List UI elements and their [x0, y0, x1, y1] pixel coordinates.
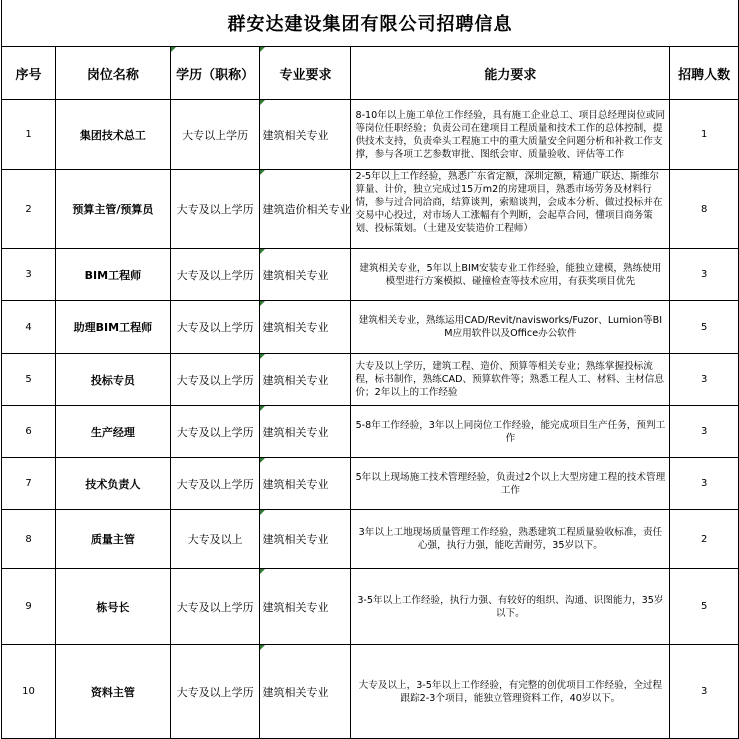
table-row	[2, 100, 739, 170]
row-position: 预算主管/预算员	[56, 170, 171, 249]
row-count: 8	[670, 170, 739, 249]
row-education: 大专及以上学历	[170, 406, 260, 458]
row-major: 建筑相关专业	[260, 569, 351, 645]
row-position: 质量主管	[56, 510, 171, 569]
row-education: 大专及以上学历	[170, 354, 260, 406]
row-count: 1	[670, 100, 739, 170]
row-education: 大专及以上学历	[170, 170, 260, 249]
row-education: 大专及以上	[170, 510, 260, 569]
row-ability: 3年以上工地现场质量管理工作经验，熟悉建筑工程质量验收标准，责任心强，执行力强，能吃苦耐劳，35岁以下。	[351, 510, 670, 569]
row-major: 建筑造价相关专业	[260, 170, 351, 249]
row-no: 3	[2, 249, 56, 301]
row-count: 3	[670, 249, 739, 301]
table-row	[2, 510, 739, 569]
row-count: 3	[670, 406, 739, 458]
header-row	[2, 47, 739, 100]
table-row	[2, 645, 739, 739]
row-count: 2	[670, 510, 739, 569]
row-ability: 5-8年工作经验，3年以上同岗位工作经验，能完成项目生产任务，预判工作	[351, 406, 670, 458]
row-education: 大专以上学历	[170, 100, 260, 170]
header-count: 招聘人数	[670, 47, 739, 100]
row-position: 栋号长	[56, 569, 171, 645]
row-education: 大专及以上学历	[170, 249, 260, 301]
row-no: 10	[2, 645, 56, 739]
row-education: 大专及以上学历	[170, 301, 260, 354]
row-ability: 建筑相关专业，5年以上BIM安装专业工作经验，能独立建模，熟练使用模型进行方案模拟、碰撞检查等技术应用，有获奖项目优先	[351, 249, 670, 301]
row-ability: 建筑相关专业，熟练运用CAD/Revit/navisworks/Fuzor、Lumion等BIM应用软件以及Office办公软件	[351, 301, 670, 354]
row-position: 生产经理	[56, 406, 171, 458]
table-row	[2, 249, 739, 301]
row-major: 建筑相关专业	[260, 406, 351, 458]
row-no: 5	[2, 354, 56, 406]
row-position: 集团技术总工	[56, 100, 171, 170]
row-position: 助理BIM工程师	[56, 301, 171, 354]
row-count: 5	[670, 301, 739, 354]
row-education: 大专及以上学历	[170, 569, 260, 645]
row-no: 9	[2, 569, 56, 645]
row-no: 8	[2, 510, 56, 569]
row-position: 资料主管	[56, 645, 171, 739]
header-major: 专业要求	[260, 47, 351, 100]
row-no: 7	[2, 458, 56, 510]
row-count: 3	[670, 354, 739, 406]
row-no: 4	[2, 301, 56, 354]
table-row	[2, 301, 739, 354]
table-row	[2, 458, 739, 510]
row-no: 2	[2, 170, 56, 249]
row-ability: 5年以上现场施工技术管理经验，负责过2个以上大型房建工程的技术管理工作	[351, 458, 670, 510]
table-row	[2, 406, 739, 458]
row-ability: 大专及以上，3-5年以上工作经验，有完整的创优项目工作经验，全过程跟踪2-3个项目，能独立管理资料工作，40岁以下。	[351, 645, 670, 739]
row-major: 建筑相关专业	[260, 458, 351, 510]
row-major: 建筑相关专业	[260, 645, 351, 739]
row-position: BIM工程师	[56, 249, 171, 301]
row-ability: 2-5年以上工作经验，熟悉广东省定额，深圳定额，精通广联达、斯维尔算量、计价，独立完成过15万m2的房建项目，熟悉市场劳务及材料行情，参与过合同洽商，结算谈判，索赔谈判，会成本分析、做过投标并在交易中心投过，对市场人工涨幅有个判断，会起草合同，懂项目商务策划、投标策划。（土建及安装造价工程师）	[351, 170, 670, 249]
row-major: 建筑相关专业	[260, 100, 351, 170]
row-position: 投标专员	[56, 354, 171, 406]
header-education: 学历（职称）	[170, 47, 260, 100]
table-row	[2, 569, 739, 645]
header-position: 岗位名称	[56, 47, 171, 100]
row-major: 建筑相关专业	[260, 354, 351, 406]
row-count: 5	[670, 569, 739, 645]
row-ability: 大专及以上学历，建筑工程、造价、预算等相关专业；熟练掌握投标流程，标书制作，熟练CAD、预算软件等；熟悉工程人工、材料、主材信息价；2年以上的工作经验	[351, 354, 670, 406]
row-education: 大专及以上学历	[170, 645, 260, 739]
row-major: 建筑相关专业	[260, 249, 351, 301]
page-title: 群安达建设集团有限公司招聘信息	[2, 0, 739, 47]
table-row	[2, 354, 739, 406]
row-no: 6	[2, 406, 56, 458]
recruitment-table	[1, 0, 739, 739]
row-major: 建筑相关专业	[260, 510, 351, 569]
row-count: 3	[670, 458, 739, 510]
row-ability: 3-5年以上工作经验，执行力强、有较好的组织、沟通、识图能力，35岁以下。	[351, 569, 670, 645]
header-ability: 能力要求	[351, 47, 670, 100]
header-no: 序号	[2, 47, 56, 100]
row-ability: 8-10年以上施工单位工作经验，具有施工企业总工、项目总经理岗位或同等岗位任职经验；负责公司在建项目工程质量和技术工作的总体控制，提供技术支持，负责牵头工程施工中的重大质量安全问题分析和补救工作支撑，参与各项工艺参数审批、图纸会审、质量验收、评估等工作	[351, 100, 670, 170]
row-count: 3	[670, 645, 739, 739]
table-row	[2, 170, 739, 249]
row-position: 技术负责人	[56, 458, 171, 510]
row-major: 建筑相关专业	[260, 301, 351, 354]
row-no: 1	[2, 100, 56, 170]
row-education: 大专及以上学历	[170, 458, 260, 510]
